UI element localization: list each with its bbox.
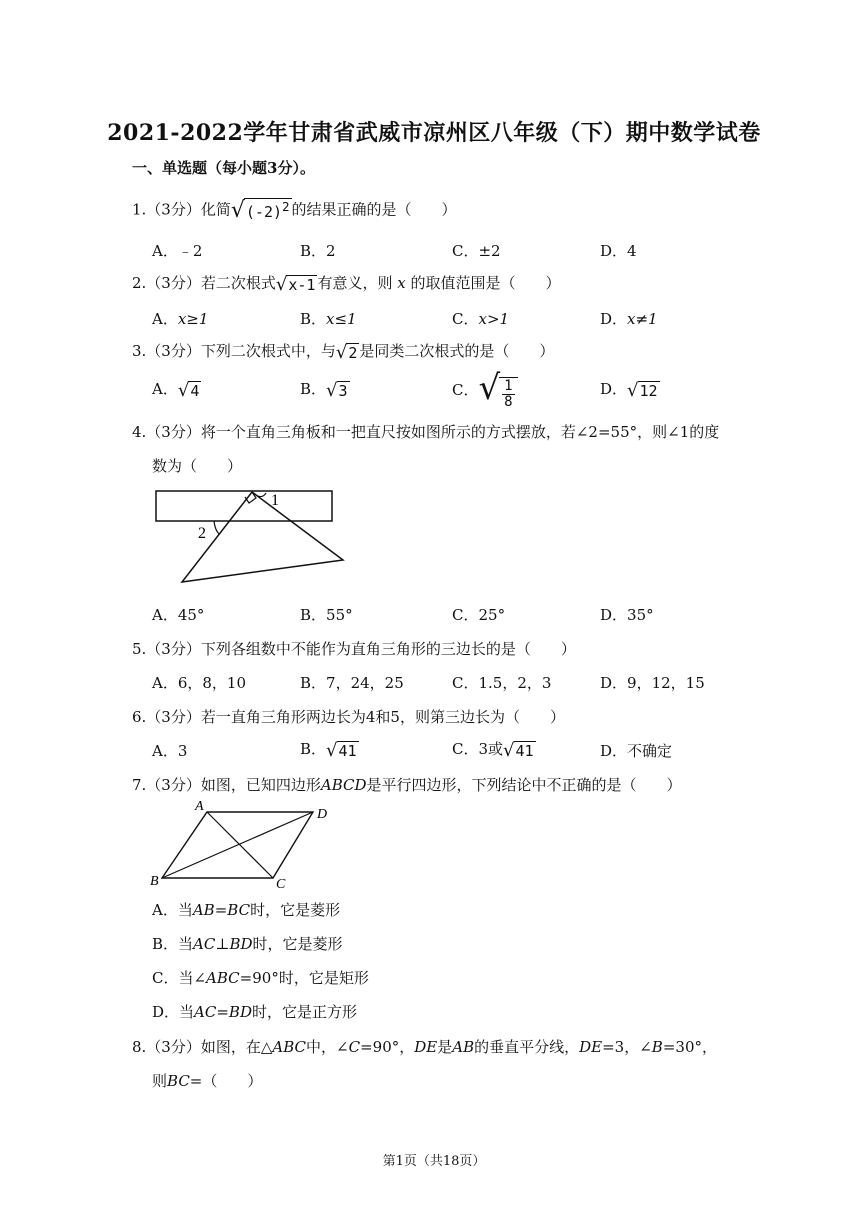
q2-variable: x (397, 274, 406, 292)
q5-option-d: D．9，12，15 (600, 674, 705, 692)
q5-option-c: C．1.5，2，3 (452, 674, 552, 692)
q4-option-c: C．25° (452, 606, 506, 624)
q5-option-b: B．7，24，25 (300, 674, 404, 692)
question-8-line-1: 8.（3分）如图，在△ABC中，∠C=90°，DE是AB的垂直平分线，DE=3，∠B=30°， (132, 1038, 717, 1056)
diagonal-ac (207, 812, 273, 878)
question-7: 7.（3分）如图，已知四边形ABCD是平行四边形，下列结论中不正确的是（ ） (132, 776, 682, 794)
section-heading: 一、单选题（每小题3分）。 (132, 159, 315, 177)
question-6: 6.（3分）若一直角三角形两边长为4和5，则第三边长为（ ） (132, 708, 565, 726)
q1-option-a: A．﹣2 (152, 242, 203, 260)
q2-stem-pre: 2.（3分）若二次根式 (132, 274, 276, 292)
q2-stem-mid: 有意义，则 (317, 274, 393, 292)
q1-exponent: 2 (282, 199, 290, 214)
q3-option-d: D．√12 (600, 379, 658, 401)
q7-option-c: C．当∠ABC=90°时，它是矩形 (152, 969, 369, 987)
vertex-b-label: B (150, 874, 159, 889)
q4-option-a: A．45° (152, 606, 205, 624)
q7-shape-name: ABCD (320, 776, 367, 794)
q3-radicand: 2 (348, 343, 358, 362)
sqrt-expression: √x-1 (275, 273, 316, 295)
q3-stem-post: 是同类二次根式的是（ ） (359, 342, 555, 360)
sqrt-expression: √2 (335, 341, 358, 363)
vertex-a-label: A (195, 799, 204, 814)
q4-option-d: D．35° (600, 606, 654, 624)
sqrt-expression: $√(-2)^2$ (230, 198, 290, 223)
q3-option-b: B．√3 (300, 379, 348, 401)
q1-stem-pre: 1.（3分）化简 (132, 200, 231, 219)
q4-option-b: B．55° (300, 606, 353, 624)
vertex-c-label: C (276, 877, 286, 892)
q7-option-b: B．当AC⊥BD时，它是菱形 (152, 935, 343, 953)
q5-option-a: A．6，8，10 (152, 674, 247, 692)
question-4-line-2: 数为（ ） (152, 457, 243, 475)
q6-option-c: C．3或√41 (452, 739, 534, 761)
angle-1-label: 1 (271, 492, 279, 509)
q2-stem-post: 的取值范围是（ ） (410, 274, 561, 292)
q2-option-b: B．x≤1 (300, 310, 357, 328)
q6-option-b: B．√41 (300, 739, 357, 761)
page-footer: 第1页（共18页） (382, 1154, 486, 1169)
question-4-line-1: 4.（3分）将一个直角三角板和一把直尺按如图所示的方式摆放，若∠2=55°，则∠1的度 (132, 423, 720, 441)
q3-option-c: C．√ $\frac{1}{8}$ (452, 368, 518, 411)
q6-option-a: A．3 (152, 742, 188, 760)
page-title: 2021-2022学年甘肃省武威市凉州区八年级（下）期中数学试卷 (107, 120, 761, 146)
q1-option-c: C．±2 (452, 242, 501, 260)
vertex-d-label: D (317, 807, 328, 822)
angle-2-label: 2 (198, 525, 206, 542)
q2-option-d: D．x≠1 (600, 310, 658, 328)
q2-option-a: A．x≥1 (152, 310, 209, 328)
q1-stem-post: 的结果正确的是（ ） (291, 200, 457, 219)
q1-option-b: B．2 (300, 242, 336, 260)
q3-stem-pre: 3.（3分）下列二次根式中，与 (132, 342, 336, 360)
question-8-line-2: 则BC=（ ） (152, 1072, 263, 1090)
q2-option-c: C．x>1 (452, 310, 510, 328)
q6-option-d: D．不确定 (600, 742, 673, 760)
q7-option-d: D．当AC=BD时，它是正方形 (152, 1003, 357, 1021)
q7-option-a: A．当AB=BC时，它是菱形 (152, 901, 341, 919)
question-5: 5.（3分）下列各组数中不能作为直角三角形的三边长的是（ ） (132, 640, 576, 658)
q1-option-d: D．4 (600, 242, 637, 260)
q2-radicand: x-1 (288, 275, 316, 294)
q3-option-a: A．√4 (152, 379, 200, 401)
q1-radicand: (-2) (245, 203, 283, 221)
